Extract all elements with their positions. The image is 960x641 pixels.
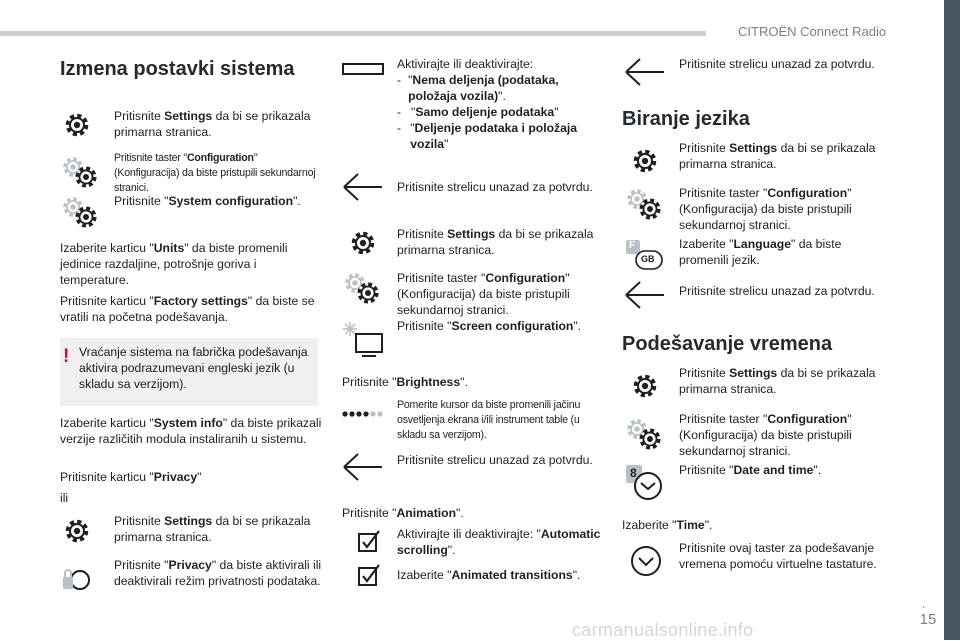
settings-icon — [62, 110, 92, 140]
step-settings: Pritisnite Settings da bi se prikazala primarna stranica. — [114, 109, 311, 139]
step-settings: Pritisnite Settings da bi se prikazala primarna stranica. — [397, 227, 594, 257]
sharing-option: - "Nema deljenja (podataka, položaja vozila)". — [397, 73, 559, 103]
step-animated-transitions: Izaberite "Animated transitions". — [397, 568, 581, 582]
section-heading-language: Biranje jezika — [622, 108, 750, 130]
paragraph-system-info: Izaberite karticu "System info" da biste prikazali verzije različitih modula instaliranih u sistemu. — [60, 416, 322, 446]
sharing-option: - "Deljenje podataka i položaja vozila" — [397, 121, 578, 151]
toggle-icon — [342, 62, 384, 76]
step-privacy: Pritisnite "Privacy" da biste aktivirali ili deaktivirali režim privatnosti podataka. — [114, 558, 322, 588]
watermark: carmanualsonline.info — [572, 620, 754, 640]
step-system-configuration: Pritisnite "System configuration". — [114, 194, 301, 208]
paragraph-brightness: Pritisnite "Brightness". — [342, 375, 468, 389]
chevron-down-icon — [630, 545, 662, 577]
sharing-option-list — [397, 72, 607, 152]
step-back-confirm: Pritisnite strelicu unazad za potvrdu. — [679, 57, 875, 71]
language-icon-top: F — [629, 240, 636, 251]
warning-text: Vraćanje sistema na fabrička podešavanja aktivira podrazumevani engleski jezik (u skladu sa verzijom). — [79, 345, 308, 391]
privacy-icon — [62, 565, 92, 595]
step-configuration: Pritisnite taster "Configuration" (Konfiguracija) da biste pristupili sekundarnoj stranici. — [114, 152, 316, 194]
settings-icon — [630, 146, 660, 176]
checkbox-icon — [356, 562, 382, 588]
configuration-icon — [624, 416, 664, 452]
paragraph-animation: Pritisnite "Animation". — [342, 506, 464, 520]
page-dot: . — [922, 597, 926, 611]
settings-icon — [62, 516, 92, 546]
step-back-confirm: Pritisnite strelicu unazad za potvrdu. — [679, 284, 875, 298]
manual-title: CITROËN Connect Radio — [738, 24, 887, 39]
step-brightness-slider: Pomerite kursor da biste promenili jačinu osvetljenja ekrana i/ili instrument table (u skladu sa verzijom). — [397, 399, 581, 441]
step-language: Izaberite "Language" da biste promenili jezik. — [679, 237, 842, 267]
configuration-icon — [342, 270, 382, 306]
date-time-icon — [626, 465, 664, 501]
step-time-keyboard: Pritisnite ovaj taster za podešavanje vremena pomoću virtuelne tastature. — [679, 541, 877, 571]
side-tab — [944, 0, 960, 640]
back-arrow-icon — [340, 452, 384, 482]
settings-icon — [630, 371, 660, 401]
step-configuration: Pritisnite taster "Configuration" (Konfiguracija) da biste pristupili sekundarnoj stranici. — [679, 186, 852, 232]
system-configuration-icon — [60, 194, 100, 230]
screen-configuration-icon — [342, 322, 384, 358]
warning-note — [60, 338, 318, 406]
or-label: ili — [60, 491, 69, 505]
section-heading-time: Podešavanje vremena — [622, 333, 833, 355]
back-arrow-icon — [340, 172, 384, 202]
paragraph-units: Izaberite karticu "Units" da biste promenili jedinice razdaljine, potrošnje goriva i temperature. — [60, 241, 288, 287]
configuration-icon — [624, 186, 664, 222]
brightness-slider-icon — [342, 405, 386, 413]
section-heading-system: Izmena postavki sistema — [60, 58, 295, 80]
step-screen-configuration: Pritisnite "Screen configuration". — [397, 319, 582, 333]
date-time-icon-badge: 8 — [630, 466, 637, 480]
step-configuration: Pritisnite taster "Configuration" (Konfiguracija) da biste pristupili sekundarnoj stranici. — [679, 412, 852, 458]
step-settings: Pritisnite Settings da bi se prikazala primarna stranica. — [679, 141, 876, 171]
back-arrow-icon — [622, 57, 666, 87]
configuration-icon — [60, 154, 100, 190]
step-back-confirm: Pritisnite strelicu unazad za potvrdu. — [397, 180, 593, 194]
language-icon-bottom: GB — [641, 254, 655, 264]
step-settings: Pritisnite Settings da bi se prikazala primarna stranica. — [679, 366, 876, 396]
language-icon — [626, 240, 664, 270]
step-configuration: Pritisnite taster "Configuration" (Konfiguracija) da biste pristupili sekundarnoj stranici. — [397, 271, 570, 317]
paragraph-factory-settings: Pritisnite karticu "Factory settings" da biste se vratili na početna podešavanja. — [60, 294, 315, 324]
paragraph-privacy: Pritisnite karticu "Privacy" — [60, 470, 202, 484]
settings-icon — [348, 228, 378, 258]
step-date-time: Pritisnite "Date and time". — [679, 463, 822, 477]
checkbox-icon — [356, 528, 382, 554]
sharing-option: - "Samo deljenje podataka" — [397, 105, 559, 119]
warning-icon: ! — [63, 346, 70, 367]
step-back-confirm: Pritisnite strelicu unazad za potvrdu. — [397, 453, 593, 467]
paragraph-time: Izaberite "Time". — [622, 518, 713, 532]
back-arrow-icon — [622, 280, 666, 310]
step-automatic-scrolling: Aktivirajte ili deaktivirajte: "Automatic scrolling". — [397, 527, 601, 557]
step-activate-intro: Aktivirajte ili deaktivirajte: — [397, 57, 534, 71]
header-rule — [0, 31, 706, 36]
page-number: 15 — [919, 611, 937, 628]
step-settings-privacy: Pritisnite Settings da bi se prikazala primarna stranica. — [114, 514, 311, 544]
